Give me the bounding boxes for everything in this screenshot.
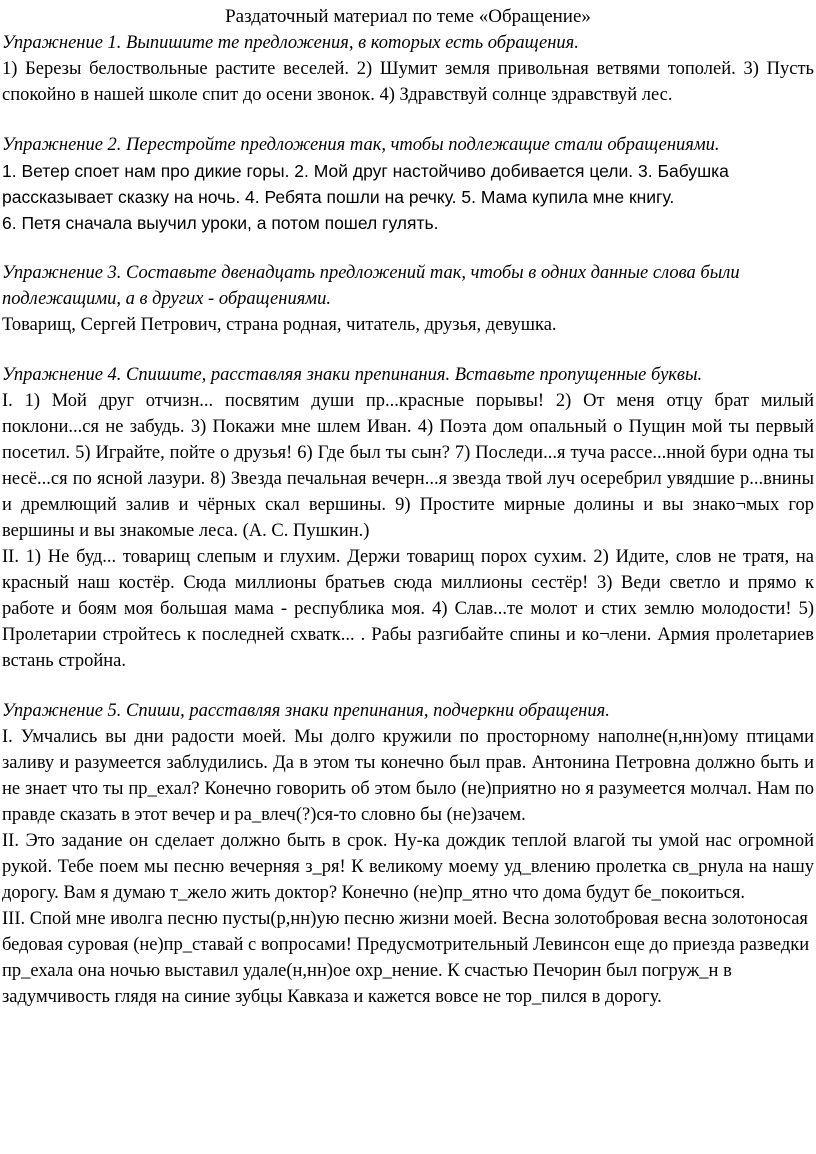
exercise-5-part-2: II. Это задание он сделает должно быть в срок. Ну-ка дождик теплой влагой ты умой нас огромной рукой. Тебе поем мы песню вечерняя з_ря! К великому моему уд_влению пролетка св_рнула на нашу дорогу. Вам я думаю т_жело жить доктор? Конечно (не)пр_ятно что дома будут бе_покоиться. [2,831,814,903]
document-title: Раздаточный материал по теме «Обращение» [225,6,591,27]
spacer [2,674,814,698]
exercise-4-part-2: II. 1) Не буд... товарищ слепым и глухим. Держи товарищ порох сухим. 2) Идите, слов не тратя, на красный наш костёр. Сюда миллионы братьев сюда миллионы сестёр! 3) Веди светло и прямо к работе и боям моя большая мама - республика моя. 4) Слав...те молот и стих землю молодости! 5) Пролетарии стройтесь к последней схватк... . Рабы разгибайте спины и ко¬лени. Армия пролетариев встань стройна. [2,547,814,671]
exercise-2-text-2: 6. Петя сначала выучил уроки, а потом пошел гулять. [2,213,439,233]
exercise-5-heading: Упражнение 5. Спиши, расставляя знаки препинания, подчеркни обращения. [2,701,610,721]
exercise-2 [2,132,814,236]
exercise-2-heading: Упражнение 2. Перестройте предложения так, чтобы подлежащие стали обращениями. [2,135,720,155]
spacer [2,236,814,260]
exercise-1-text: 1) Березы белоствольные растите веселей. 2) Шумит земля привольная ветвями тополей. 3) Пусть спокойно в нашей школе спит до осени звонок. 4) Здравствуй солнце здравствуй лес. [2,59,814,105]
exercise-4 [2,362,814,674]
exercise-2-text: 1. Ветер споет нам про дикие горы. 2. Мой друг настойчиво добивается цели. 3. Бабушка рассказывает сказку на ночь. 4. Ребята пошли на речку. 5. Мама купила мне книгу. [2,161,729,207]
exercise-3 [2,260,814,338]
exercise-1-heading: Упражнение 1. Выпишите те предложения, в которых есть обращения. [2,33,579,53]
exercise-5-part-3: III. Спой мне иволга песню пусты(р,нн)ую песню жизни моей. Весна золотобровая весна золотоносая бедовая суровая (не)пр_ставай с вопросами! Предусмотрительный Левинсон еще до приезда разведки пр_ехала она ночью выставил удале(н,нн)ое охр_нение. К счастью Печорин был погруж_н в задумчивость глядя на синие зубцы Кавказа и кажется вовсе не тор_пился в дорогу. [2,909,810,1007]
exercise-5-part-1: I. Умчались вы дни радости моей. Мы долго кружили по просторному наполне(н,нн)ому птицами заливу и разумеется заблудились. Да в этом ты конечно был прав. Антонина Петровна должно быть и не знает что ты пр_ехал? Конечно говорить об этом было (не)приятно но я разумеется молчал. Нам по правде сказать в этот вечер и ра_влеч(?)ся-то словно бы (не)зачем. [2,727,814,825]
spacer [2,338,814,362]
exercise-3-heading: Упражнение 3. Составьте двенадцать предложений так, чтобы в одних данные слова были подлежащими, а в других - обращениями. [2,263,740,309]
exercise-4-heading: Упражнение 4. Спишите, расставляя знаки препинания. Вставьте пропущенные буквы. [2,365,703,385]
exercise-3-text: Товарищ, Сергей Петрович, страна родная, читатель, друзья, девушка. [2,315,557,335]
exercise-5 [2,698,814,1010]
exercise-4-part-1: I. 1) Мой друг отчизн... посвятим души пр...красные порывы! 2) От меня отцу брат милый поклони...ся не забудь. 3) Покажи мне шлем Иван. 4) Поэта дом опальный о Пущин мой ты первый посетил. 5) Играйте, пойте о друзья! 6) Где был ты сын? 7) Последи...я туча рассе...нной бури одна ты несё...ся по ясной лазури. 8) Звезда печальная вечерн...я звезда твой луч осеребрил увядшие р...внины и дремлющий залив и чёрных скал вершины. 9) Простите мирные долины и вы знако¬мых гор вершины и вы знакомые леса. (А. С. Пушкин.) [2,391,814,541]
spacer [2,108,814,132]
exercise-1 [2,30,814,108]
